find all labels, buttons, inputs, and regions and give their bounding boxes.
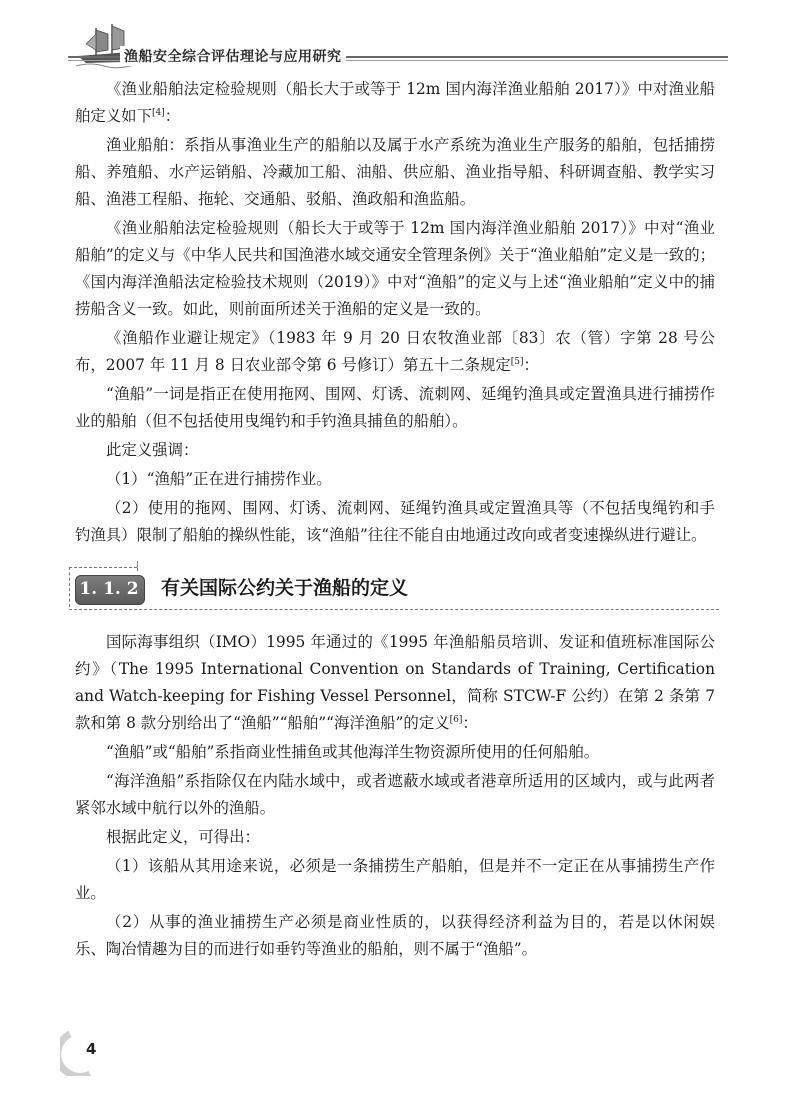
section-number: 1. 1. 2 [79,579,139,599]
header-title: 渔船安全综合评估理论与应用研究 [120,46,346,66]
paragraph [75,739,715,766]
page-body [75,76,715,963]
section-heading [69,559,715,621]
paragraph-text: 根据此定义，可得出： [106,828,260,846]
paragraph-text: 渔业船舶：系指从事渔业生产的船舶以及属于水产系统为渔业生产服务的船舶，包括捕捞船、养殖船、水产运销船、冷藏加工船、油船、供应船、渔业指导船、科研调查船、教学实习船、渔港工程船、拖轮、交通船、驳船、渔政船和渔监船。 [75,136,715,208]
paragraph [75,768,715,822]
section-rule [69,609,719,610]
paragraph-text: 《渔业船舶法定检验规则（船长大于或等于 12m 国内海洋渔业船舶 2017）》中对“渔业船舶”的定义与《中华人民共和国渔港水域交通安全管理条例》关于“渔业船舶”定义是一致的；《国内海洋渔船法定检验技术规则（2019）》中对“渔船”的定义与上述“渔业船舶”定义中的捕捞船含义一致。如此，则前面所述关于渔船的定义是一致的。 [75,219,715,318]
paragraph-text: 《渔业船舶法定检验规则（船长大于或等于 12m 国内海洋渔业船舶 2017）》中对渔业船舶定义如下 [75,80,715,125]
citation-ref: [6] [449,715,463,725]
paragraph-text: （1）该船从其用途来说，必须是一条捕捞生产船舶，但是并不一定正在从事捕捞生产作业。 [75,857,715,902]
citation-ref: [4] [151,108,165,118]
paragraph [75,853,715,907]
running-header [68,20,728,70]
page-corner-decoration [60,1030,106,1076]
paragraph [75,495,715,549]
paragraph [75,629,715,737]
paragraph-text: 《渔船作业避让规定》（1983 年 9 月 20 日农牧渔业部〔83〕农（管）字第 28 号公布，2007 年 11 月 8 日农业部令第 6 号修订）第五十二条规定 [75,329,715,374]
paragraph [75,215,715,323]
paragraph-text: “渔船”或“船舶”系指商业性捕鱼或其他海洋生物资源所使用的任何船舶。 [106,743,600,761]
paragraph-text: 此定义强调： [106,441,199,459]
paragraph [75,381,715,435]
page-number: 4 [86,1040,97,1058]
paragraph [75,437,715,464]
paragraph-text: “渔船”一词是指正在使用拖网、围网、灯诱、流刺网、延绳钓渔具或定置渔具进行捕捞作业的船舶（但不包括使用曳绳钓和手钓渔具捕鱼的船舶）。 [75,385,715,430]
paragraphs-bottom [75,629,715,963]
paragraph-text: 国际海事组织（IMO）1995 年通过的《1995 年渔船船员培训、发证和值班标准国际公约》（The 1995 International Convention on Standards of Training, Certification and Watch-keeping for Fishing Vessel Personnel，简称 STCW-F 公约）在第 2 条第 7 款和第 8 款分别给出了“渔船”“船舶”“海洋渔船”的定义 [75,633,715,732]
citation-ref: [5] [510,357,524,367]
paragraph [75,909,715,963]
paragraph [75,325,715,379]
paragraph [75,76,715,130]
paragraph [75,466,715,493]
paragraph [75,132,715,213]
paragraph-tail: ： [462,714,478,732]
paragraph-tail: ： [164,107,181,125]
paragraph-text: （2）使用的拖网、围网、灯诱、流刺网、延绳钓渔具或定置渔具等（不包括曳绳钓和手钓渔具）限制了船舶的操纵性能，该“渔船”往往不能自由地通过改向或者变速操纵进行避让。 [75,499,715,544]
paragraphs-top [75,76,715,549]
paragraph-tail: ： [523,356,539,374]
paragraph [75,824,715,851]
paragraph-text: （2）从事的渔业捕捞生产必须是商业性质的，以获得经济利益为目的，若是以休闲娱乐、陶冶情趣为目的而进行如垂钓等渔业的船舶，则不属于“渔船”。 [75,913,715,958]
section-title: 有关国际公约关于渔船的定义 [161,577,409,599]
paragraph-text: （1）“渔船”正在进行捕捞作业。 [106,470,332,488]
paragraph-text: “海洋渔船”系指除仅在内陆水域中，或者遮蔽水域或者港章所适用的区域内，或与此两者紧邻水域中航行以外的渔船。 [75,772,715,817]
